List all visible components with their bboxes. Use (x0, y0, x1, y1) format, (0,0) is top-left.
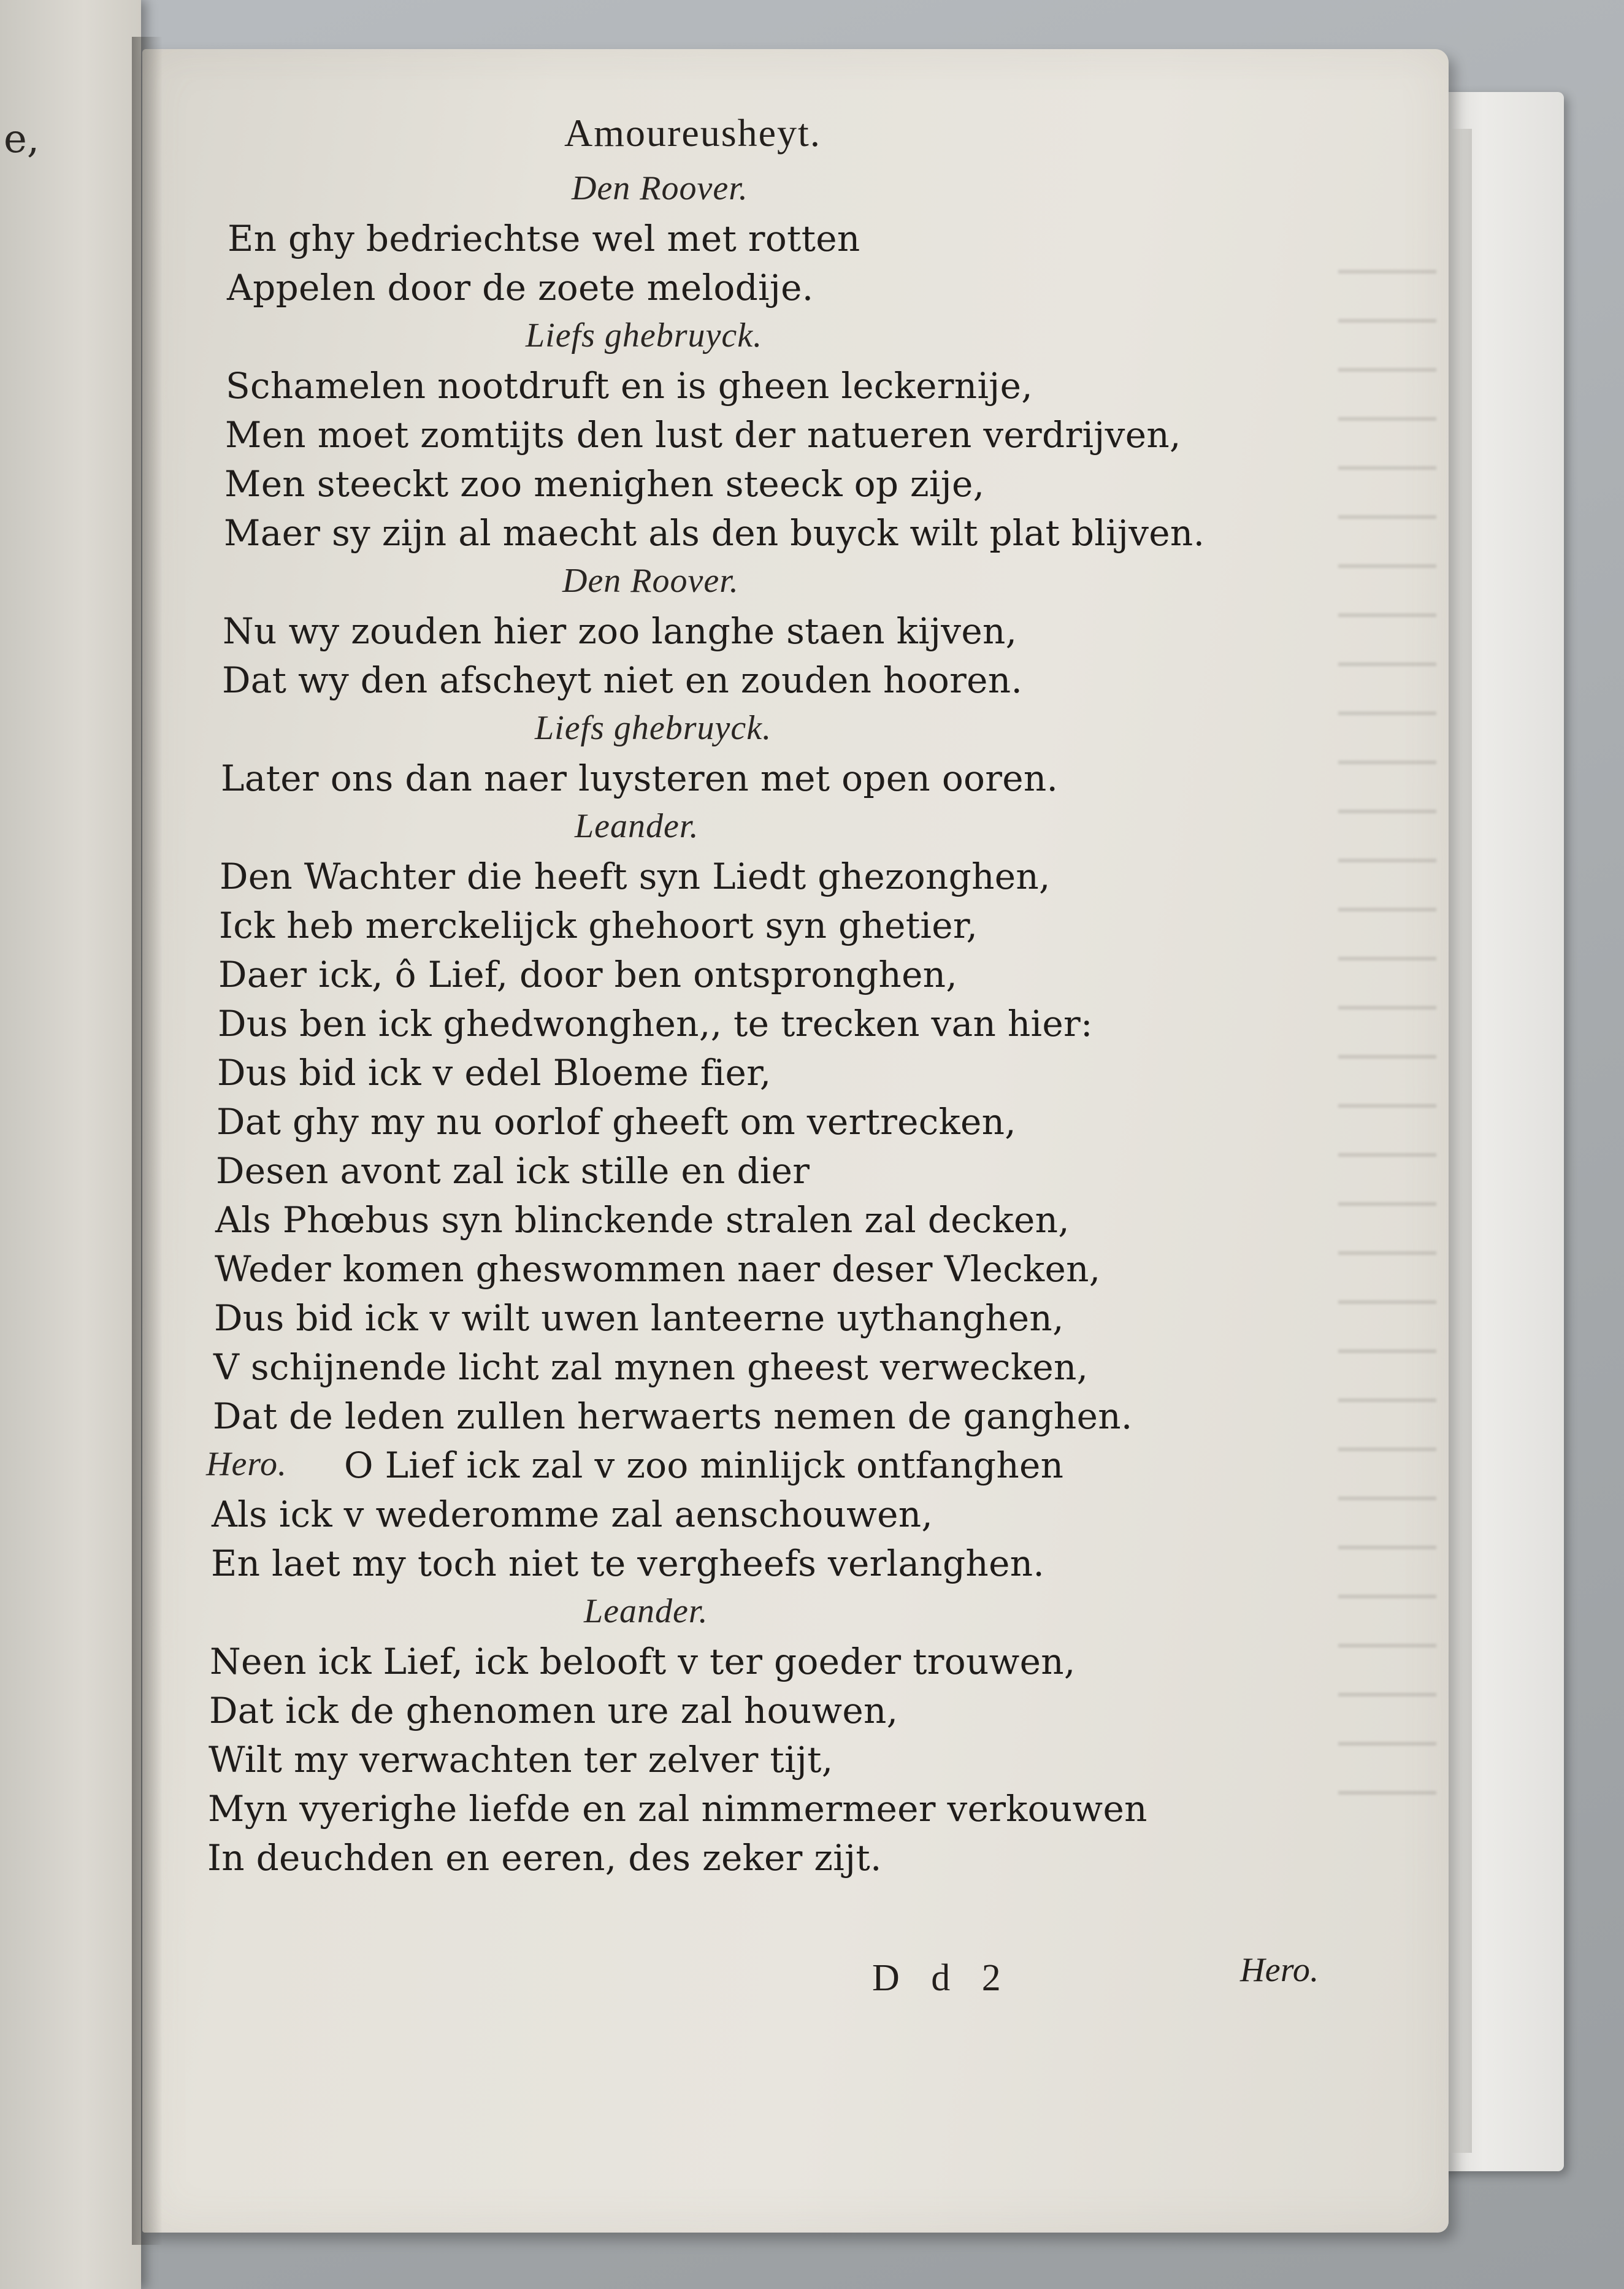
verse-line: En laet my toch niet te vergheefs verlanghen. (211, 1543, 1045, 1584)
verse-line: Maer sy zijn al maecht als den buyck wilt plat blijven. (224, 512, 1205, 554)
verse-line: Dat ghy my nu oorlof gheeft om vertrecken, (216, 1101, 1017, 1143)
verse-line: En ghy bedriechtse wel met rotten (228, 218, 860, 259)
verse-line: Later ons dan naer luysteren met open ooren. (221, 757, 1059, 799)
verse-line: Men steeckt zoo menighen steeck op zije, (224, 463, 985, 505)
speaker-heading: Leander. (575, 807, 699, 845)
verse-line: V schijnende licht zal mynen gheest verwecken, (213, 1346, 1089, 1388)
book-page (142, 49, 1449, 2233)
book-gutter-shadow (132, 37, 163, 2245)
ink-show-through (1338, 233, 1436, 1828)
speaker-inline: Hero. (206, 1445, 288, 1483)
verse-line: Dat wy den afscheyt niet en zouden hooren. (222, 659, 1023, 701)
verse-line: Daer ick, ô Lief, door ben ontspronghen, (218, 954, 958, 995)
verse-line: Nu wy zouden hier zoo langhe staen kijven, (223, 610, 1017, 652)
speaker-heading: Den Roover. (562, 562, 739, 600)
verse-line: Men moet zomtijts den lust der natueren verdrijven, (225, 414, 1181, 456)
verse-line: Dat ick de ghenomen ure zal houwen, (209, 1690, 898, 1731)
speaker-heading: Den Roover. (572, 169, 748, 207)
verse-line: Dus bid ick v wilt uwen lanteerne uythanghen, (214, 1297, 1064, 1339)
facing-page-text: e, (4, 117, 40, 162)
verse-line: Appelen door de zoete melodije. (227, 267, 814, 309)
verse-line: Wilt my verwachten ter zelver tijt, (209, 1739, 833, 1781)
verse-line: Dat de leden zullen herwaerts nemen de ganghen. (213, 1395, 1133, 1437)
verse-line: Ick heb merckelijck ghehoort syn ghetier, (219, 905, 978, 946)
verse-line: Neen ick Lief, ick belooft v ter goeder trouwen, (210, 1641, 1076, 1682)
verse-line: Myn vyerighe liefde en zal nimmermeer verkouwen (208, 1788, 1147, 1830)
verse-line: Desen avont zal ick stille en dier (216, 1150, 810, 1192)
verse-line: Dus ben ick ghedwonghen,, te trecken van hier: (218, 1003, 1093, 1045)
speaker-heading: Leander. (584, 1592, 708, 1630)
facing-page-edge (0, 0, 141, 2289)
running-head: Amoureusheyt. (564, 111, 821, 155)
verse-line: Den Wachter die heeft syn Liedt ghezonghen, (220, 856, 1051, 897)
verse-line: In deuchden en eeren, des zeker zijt. (207, 1837, 882, 1879)
page-signature: D d 2 (872, 1957, 1012, 1999)
speaker-heading: Liefs ghebruyck. (535, 709, 772, 747)
verse-line: Dus bid ick v edel Bloeme fier, (217, 1052, 772, 1094)
verse-line: Als ick v wederomme zal aenschouwen, (212, 1493, 933, 1535)
speaker-heading: Liefs ghebruyck. (526, 316, 763, 355)
verse-line: Weder komen gheswommen naer deser Vlecken, (215, 1248, 1101, 1290)
verse-line: O Lief ick zal v zoo minlijck ontfanghen (344, 1444, 1064, 1486)
verse-line: Schamelen nootdruft en is gheen leckernije, (226, 365, 1033, 407)
catchword: Hero. (1240, 1951, 1319, 1989)
verse-line: Als Phœbus syn blinckende stralen zal decken, (215, 1199, 1070, 1241)
